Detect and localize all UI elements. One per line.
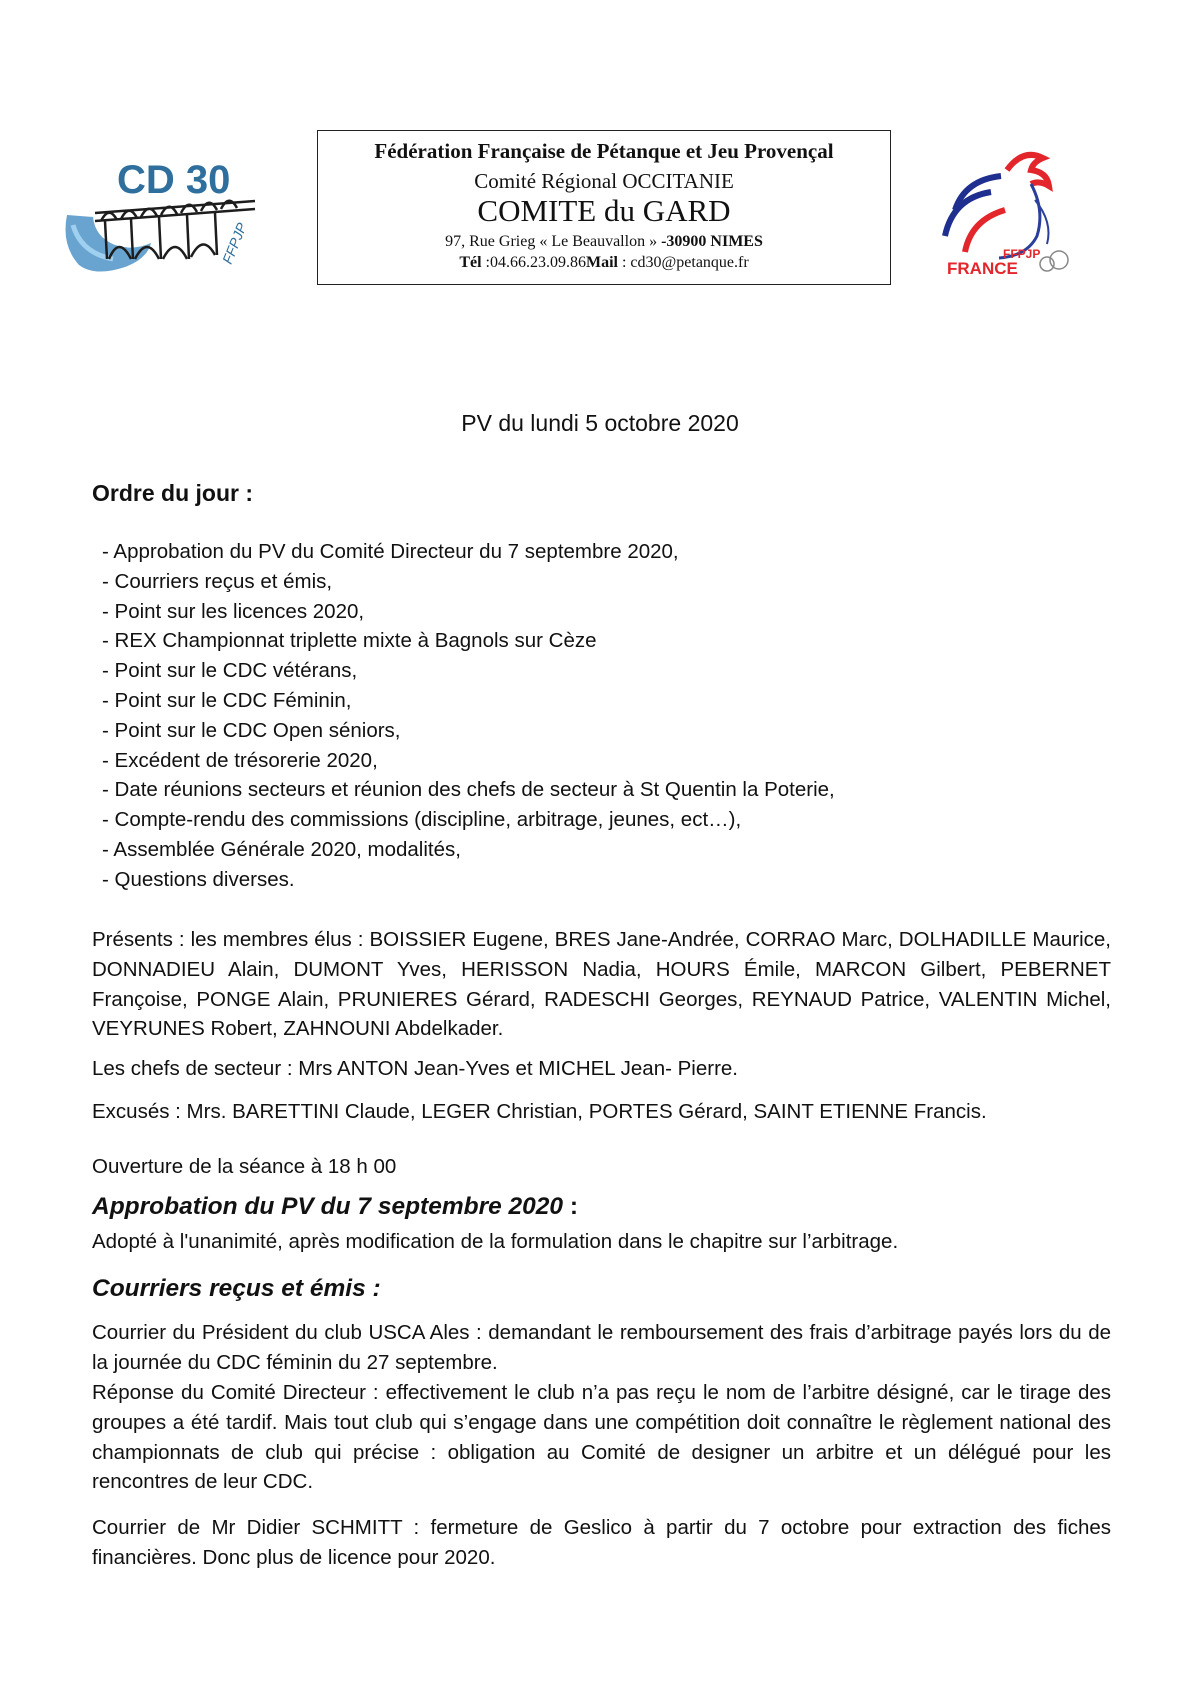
section-approbation-colon: : — [563, 1193, 579, 1220]
agenda-list — [102, 537, 835, 895]
mail-label: Mail — [585, 254, 618, 271]
reponse-comite-paragraph: Réponse du Comité Directeur : effectivement le club n’a pas reçu le nom de l’arbitre désigné, car le tirage des groupes a été tardif. Mais tout club qui s’engage dans une compétition doit connaître le règlement national des championnats de club qui précise : obligation au Comité de designer un arbitre et un délégué pour les rencontres de leur CDC. — [92, 1381, 1111, 1494]
contact-line — [318, 254, 890, 272]
approbation-text: Adopté à l'unanimité, après modification de la formulation dans le chapitre sur l’arbitrage. — [92, 1230, 899, 1253]
chefs-secteur-paragraph: Les chefs de secteur : Mrs ANTON Jean-Yves et MICHEL Jean- Pierre. — [92, 1057, 739, 1080]
cd30-logo — [55, 155, 270, 280]
federation-name: Fédération Française de Pétanque et Jeu Provençal — [374, 139, 834, 163]
agenda-item: - Date réunions secteurs et réunion des chefs de secteur à St Quentin la Poterie, — [102, 778, 835, 802]
presents-paragraph: Présents : les membres élus : BOISSIER Eugene, BRES Jane-Andrée, CORRAO Marc, DOLHADILLE Maurice, DONNADIEU Alain, DUMONT Yves, HERISSON Nadia, HOURS Émile, MARCON Gilbert, PEBERNET Françoise, PONGE Alain, PRUNIERES Gérard, RADESCHI Georges, REYNAUD Patrice, VALENTIN Michel, VEYRUNES Robert, ZAHNOUNI Abdelkader. — [92, 928, 1111, 1041]
mail-value: : cd30@petanque.fr — [617, 254, 749, 271]
agenda-item: - Point sur les licences 2020, — [102, 599, 365, 623]
cd30-logo-text: CD 30 — [117, 158, 231, 202]
section-approbation-title — [92, 1193, 578, 1221]
agenda-item: - Point sur le CDC Féminin, — [102, 688, 352, 712]
agenda-item: - REX Championnat triplette mixte à Bagnols sur Cèze — [102, 629, 597, 653]
ffpjp-france-logo — [935, 140, 1075, 288]
courrier-usca-paragraph: Courrier du Président du club USCA Ales : demandant le remboursement des frais d’arbitrage payés lors du de la journée du CDC féminin du 27 septembre. — [92, 1321, 1111, 1374]
section-approbation-title-text: Approbation du PV du 7 septembre 2020 — [92, 1193, 564, 1220]
courrier-schmitt-paragraph: Courrier de Mr Didier SCHMITT : fermeture de Geslico à partir du 7 octobre pour extraction des fiches financières. Donc plus de licence pour 2020. — [92, 1516, 1111, 1569]
tel-value: :04.66.23.09.86 — [481, 254, 586, 271]
france-logo-text: FRANCE — [947, 259, 1018, 278]
committee-name: COMITE du GARD — [477, 193, 731, 228]
agenda-item: - Courriers reçus et émis, — [102, 569, 333, 593]
agenda-heading: Ordre du jour : — [92, 480, 253, 506]
ffpjp-logo-text: FFPJP — [1003, 247, 1041, 261]
regional-committee: Comité Régional OCCITANIE — [474, 169, 734, 193]
agenda-item: - Approbation du PV du Comité Directeur du 7 septembre 2020, — [102, 540, 679, 563]
cd30-logo-subtext: FFPJP — [218, 220, 250, 267]
pv-title: PV du lundi 5 octobre 2020 — [461, 410, 739, 436]
agenda-item: - Point sur le CDC Open séniors, — [102, 718, 401, 742]
address-street: 97, Rue Grieg « Le Beauvallon » — [445, 233, 662, 250]
section-courriers-title: Courriers reçus et émis : — [92, 1275, 381, 1302]
agenda-item: - Assemblée Générale 2020, modalités, — [102, 837, 461, 861]
agenda-item: - Point sur le CDC vétérans, — [102, 659, 358, 683]
agenda-item: - Questions diverses. — [102, 867, 295, 891]
agenda-item: - Excédent de trésorerie 2020, — [102, 748, 378, 772]
tel-label: Tél — [459, 254, 482, 271]
letterhead-box — [317, 130, 891, 285]
ouverture-paragraph: Ouverture de la séance à 18 h 00 — [92, 1155, 397, 1178]
excuses-paragraph: Excusés : Mrs. BARETTINI Claude, LEGER Christian, PORTES Gérard, SAINT ETIENNE Francis. — [92, 1100, 987, 1123]
agenda-item: - Compte-rendu des commissions (discipline, arbitrage, jeunes, ect…), — [102, 808, 742, 832]
address-city: -30900 NIMES — [661, 233, 763, 250]
address-line — [318, 233, 890, 251]
